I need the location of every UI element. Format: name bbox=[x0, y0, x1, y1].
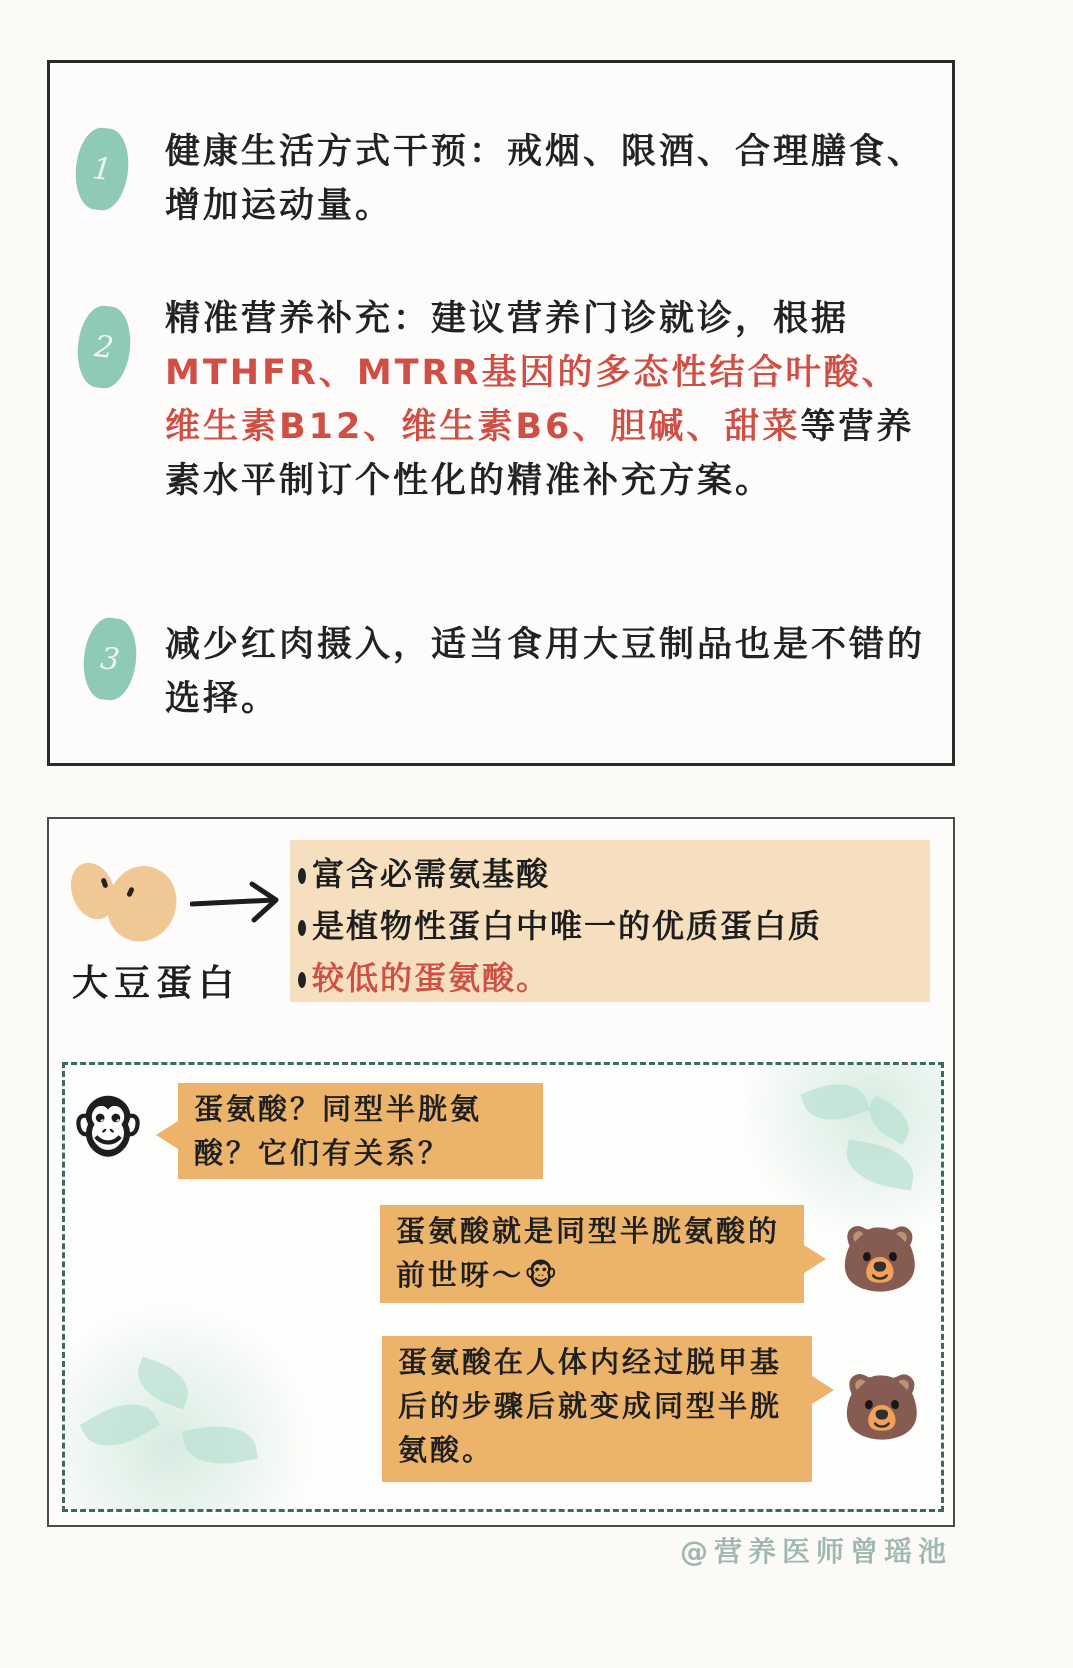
chat-bubble-bear: 蛋氨酸在人体内经过脱甲基后的步骤后就变成同型半胱氨酸。 bbox=[382, 1336, 812, 1482]
author-watermark: @营养医师曾瑶池 bbox=[680, 1535, 953, 1568]
fact-text: 是植物性蛋白中唯一的优质蛋白质 bbox=[312, 907, 823, 945]
tip-3-text bbox=[165, 618, 925, 726]
fact-text-highlight: 较低的蛋氨酸。 bbox=[312, 959, 551, 997]
fact-text: 富含必需氨基酸 bbox=[312, 855, 551, 893]
step-number-badge: 2 bbox=[74, 304, 134, 391]
bullet-icon bbox=[298, 920, 306, 936]
leaf-decoration bbox=[861, 1095, 918, 1145]
bear-icon: 🐻 bbox=[840, 1223, 920, 1297]
tip-2-text bbox=[165, 292, 925, 508]
tip-2-highlight: MTHFR、MTRR基因的多态性结合叶酸、维生素B12、维生素B6、胆碱、甜菜 bbox=[165, 353, 900, 447]
leaf-decoration bbox=[131, 1357, 196, 1410]
soy-facts-card bbox=[290, 840, 930, 1002]
leaf-decoration bbox=[80, 1390, 161, 1460]
leaf-decoration bbox=[182, 1419, 258, 1471]
bear-icon: 🐻 bbox=[842, 1371, 922, 1445]
monkey-icon: 🐵 bbox=[71, 1094, 145, 1168]
leaf-decoration bbox=[800, 1074, 869, 1130]
chat-bubble-bear: 蛋氨酸就是同型半胱氨酸的前世呀～🐵 bbox=[380, 1205, 804, 1303]
bullet-icon bbox=[298, 868, 306, 884]
fact-item bbox=[298, 952, 930, 1004]
fact-item bbox=[298, 848, 930, 900]
chat-bubble-monkey: 蛋氨酸？同型半胱氨酸？它们有关系？ bbox=[178, 1083, 543, 1179]
tip-3-segment: 减少红肉摄入，适当食用大豆制品也是不错的选择。 bbox=[165, 625, 926, 719]
step-number-badge: 1 bbox=[72, 126, 132, 213]
fact-item bbox=[298, 900, 930, 952]
arrow-right-icon bbox=[190, 880, 282, 924]
tip-2-segment: 精准营养补充：建议营养门诊就诊，根据 bbox=[165, 299, 850, 339]
step-number-badge: 3 bbox=[80, 616, 140, 703]
tip-1-text bbox=[165, 125, 925, 233]
tip-2-segment: 等营养素水平制订个性化的精准补充方案。 bbox=[165, 407, 915, 501]
soy-protein-label: 大豆蛋白 bbox=[72, 963, 241, 1004]
tip-1-segment: 健康生活方式干预：戒烟、限酒、合理膳食、增加运动量。 bbox=[165, 132, 926, 226]
leaf-decoration bbox=[842, 1139, 918, 1191]
bullet-icon bbox=[298, 972, 306, 988]
